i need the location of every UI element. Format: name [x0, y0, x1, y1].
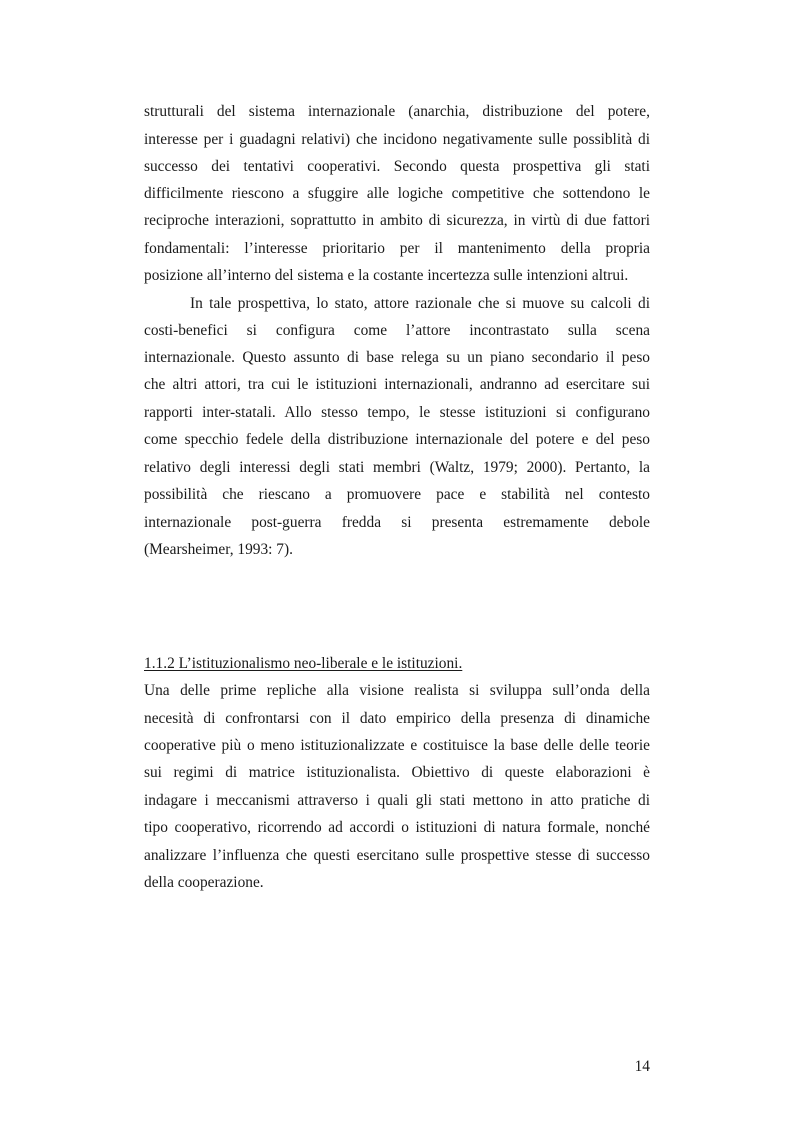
- text-line: posizione all’interno del sistema e la costante incertezza sulle intenzioni altrui.: [144, 267, 629, 284]
- text-line: sui regimi di matrice istituzionalista. Obiettivo di queste elaborazioni è: [144, 764, 650, 781]
- text-line: indagare i meccanismi attraverso i quali gli stati mettono in atto pratiche di: [144, 792, 650, 809]
- text-line: internazionale post-guerra fredda si presenta estremamente debole: [144, 514, 650, 531]
- text-line: (Mearsheimer, 1993: 7).: [144, 541, 293, 558]
- section-heading: 1.1.2 L’istituzionalismo neo-liberale e le istituzioni.: [144, 655, 463, 672]
- text-line: relativo degli interessi degli stati membri (Waltz, 1979; 2000). Pertanto, la: [144, 459, 650, 476]
- text-line: costi-benefici si configura come l’attore incontrastato sulla scena: [144, 322, 650, 339]
- text-line: interesse per i guadagni relativi) che incidono negativamente sulle possiblità di: [144, 131, 650, 148]
- text-line: della cooperazione.: [144, 874, 264, 891]
- text-line: Una delle prime repliche alla visione realista si sviluppa sull’onda della: [144, 682, 650, 699]
- text-line: rapporti inter-statali. Allo stesso tempo, le stesse istituzioni si configurano: [144, 404, 650, 421]
- text-line: internazionale. Questo assunto di base relega su un piano secondario il peso: [144, 349, 650, 366]
- text-line: strutturali del sistema internazionale (anarchia, distribuzione del potere,: [144, 103, 650, 120]
- text-line: che altri attori, tra cui le istituzioni internazionali, andranno ad esercitare sui: [144, 376, 650, 393]
- text-line: tipo cooperativo, ricorrendo ad accordi o istituzioni di natura formale, nonché: [144, 819, 650, 836]
- text-line: cooperative più o meno istituzionalizzate e costituisce la base delle delle teorie: [144, 737, 650, 754]
- text-line: successo dei tentativi cooperativi. Secondo questa prospettiva gli stati: [144, 158, 650, 175]
- text-line: come specchio fedele della distribuzione internazionale del potere e del peso: [144, 431, 650, 448]
- text-line: difficilmente riescono a sfuggire alle logiche competitive che sottendono le: [144, 185, 650, 202]
- text-line: analizzare l’influenza che questi esercitano sulle prospettive stesse di successo: [144, 847, 650, 864]
- page-number: 14: [634, 1058, 650, 1075]
- text-line: reciproche interazioni, soprattutto in ambito di sicurezza, in virtù di due fattori: [144, 212, 650, 229]
- text-line: necesità di confrontarsi con il dato empirico della presenza di dinamiche: [144, 710, 650, 727]
- text-line: In tale prospettiva, lo stato, attore razionale che si muove su calcoli di: [190, 295, 650, 312]
- text-line: fondamentali: l’interesse prioritario per il mantenimento della propria: [144, 240, 650, 257]
- text-line: possibilità che riescano a promuovere pace e stabilità nel contesto: [144, 486, 650, 503]
